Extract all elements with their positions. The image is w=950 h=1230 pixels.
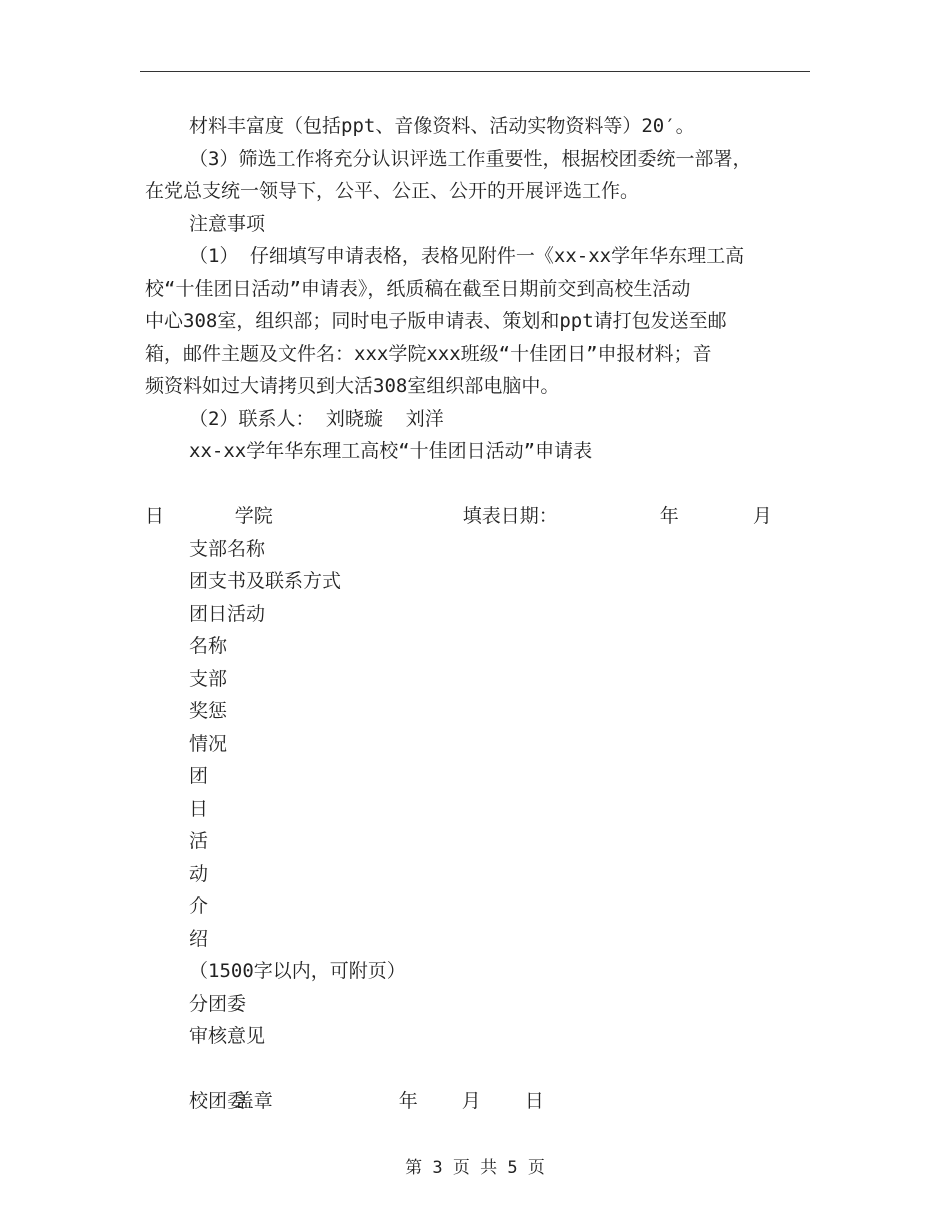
form-label: 绍	[189, 927, 209, 950]
form-label: 情况	[189, 732, 228, 755]
form-label: 日	[189, 797, 209, 820]
document-body	[145, 110, 813, 1118]
day-label: 日	[145, 505, 165, 527]
form-label: 奖惩	[189, 700, 228, 722]
form-label: 团	[189, 765, 209, 787]
form-label: 支部名称	[189, 537, 266, 560]
contact-line: （2）联系人： 刘晓璇 刘洋	[189, 407, 444, 430]
form-note: （1500字以内，可附页）	[189, 960, 406, 982]
form-label: 校团委	[189, 1090, 247, 1112]
section-heading: 注意事项	[189, 212, 266, 235]
paragraph-line: 校“十佳团日活动”申请表》，纸质稿在截至日期前交到高校生活动	[145, 277, 691, 300]
form-label: 活	[189, 830, 209, 852]
paragraph-line: 在党总支统一领导下，公平、公正、公开的开展评选工作。	[145, 180, 640, 202]
form-label: 团支书及联系方式	[189, 570, 342, 592]
month-label: 月	[752, 505, 772, 527]
header-rule	[140, 71, 810, 72]
seal-label: 盖章	[234, 1090, 273, 1112]
seal-month: 月	[461, 1090, 481, 1112]
form-label: 团日活动	[189, 602, 266, 625]
form-label: 介	[189, 895, 209, 917]
page-footer: 第 3 页 共 5 页	[405, 1158, 545, 1178]
paragraph-line: 中心308室，组织部；同时电子版申请表、策划和ppt请打包发送至邮	[145, 310, 727, 332]
seal-year: 年	[398, 1090, 418, 1112]
paragraph-line: 材料丰富度（包括ppt、音像资料、活动实物资料等）20′。	[189, 115, 695, 137]
paragraph-line: 箱，邮件主题及文件名：xxx学院xxx班级“十佳团日”申报材料；音	[145, 342, 712, 365]
form-label: 分团委	[189, 992, 247, 1015]
form-date-row	[145, 468, 813, 527]
form-label: 名称	[189, 635, 228, 657]
form-label: 审核意见	[189, 1025, 266, 1047]
paragraph-line: （1） 仔细填写申请表格，表格见附件一《xx-xx学年华东理工高	[189, 245, 745, 267]
form-label: 支部	[189, 667, 228, 690]
form-label: 动	[189, 862, 209, 885]
college-label: 学院	[234, 505, 273, 527]
year-label: 年	[659, 505, 679, 527]
paragraph-line: 频资料如过大请拷贝到大活308室组织部电脑中。	[145, 375, 560, 397]
date-label: 填表日期：	[462, 505, 558, 527]
paragraph-line: （3）筛选工作将充分认识评选工作重要性，根据校团委统一部署，	[189, 147, 752, 170]
seal-day: 日	[524, 1090, 544, 1112]
form-title: xx-xx学年华东理工高校“十佳团日活动”申请表	[189, 440, 593, 462]
